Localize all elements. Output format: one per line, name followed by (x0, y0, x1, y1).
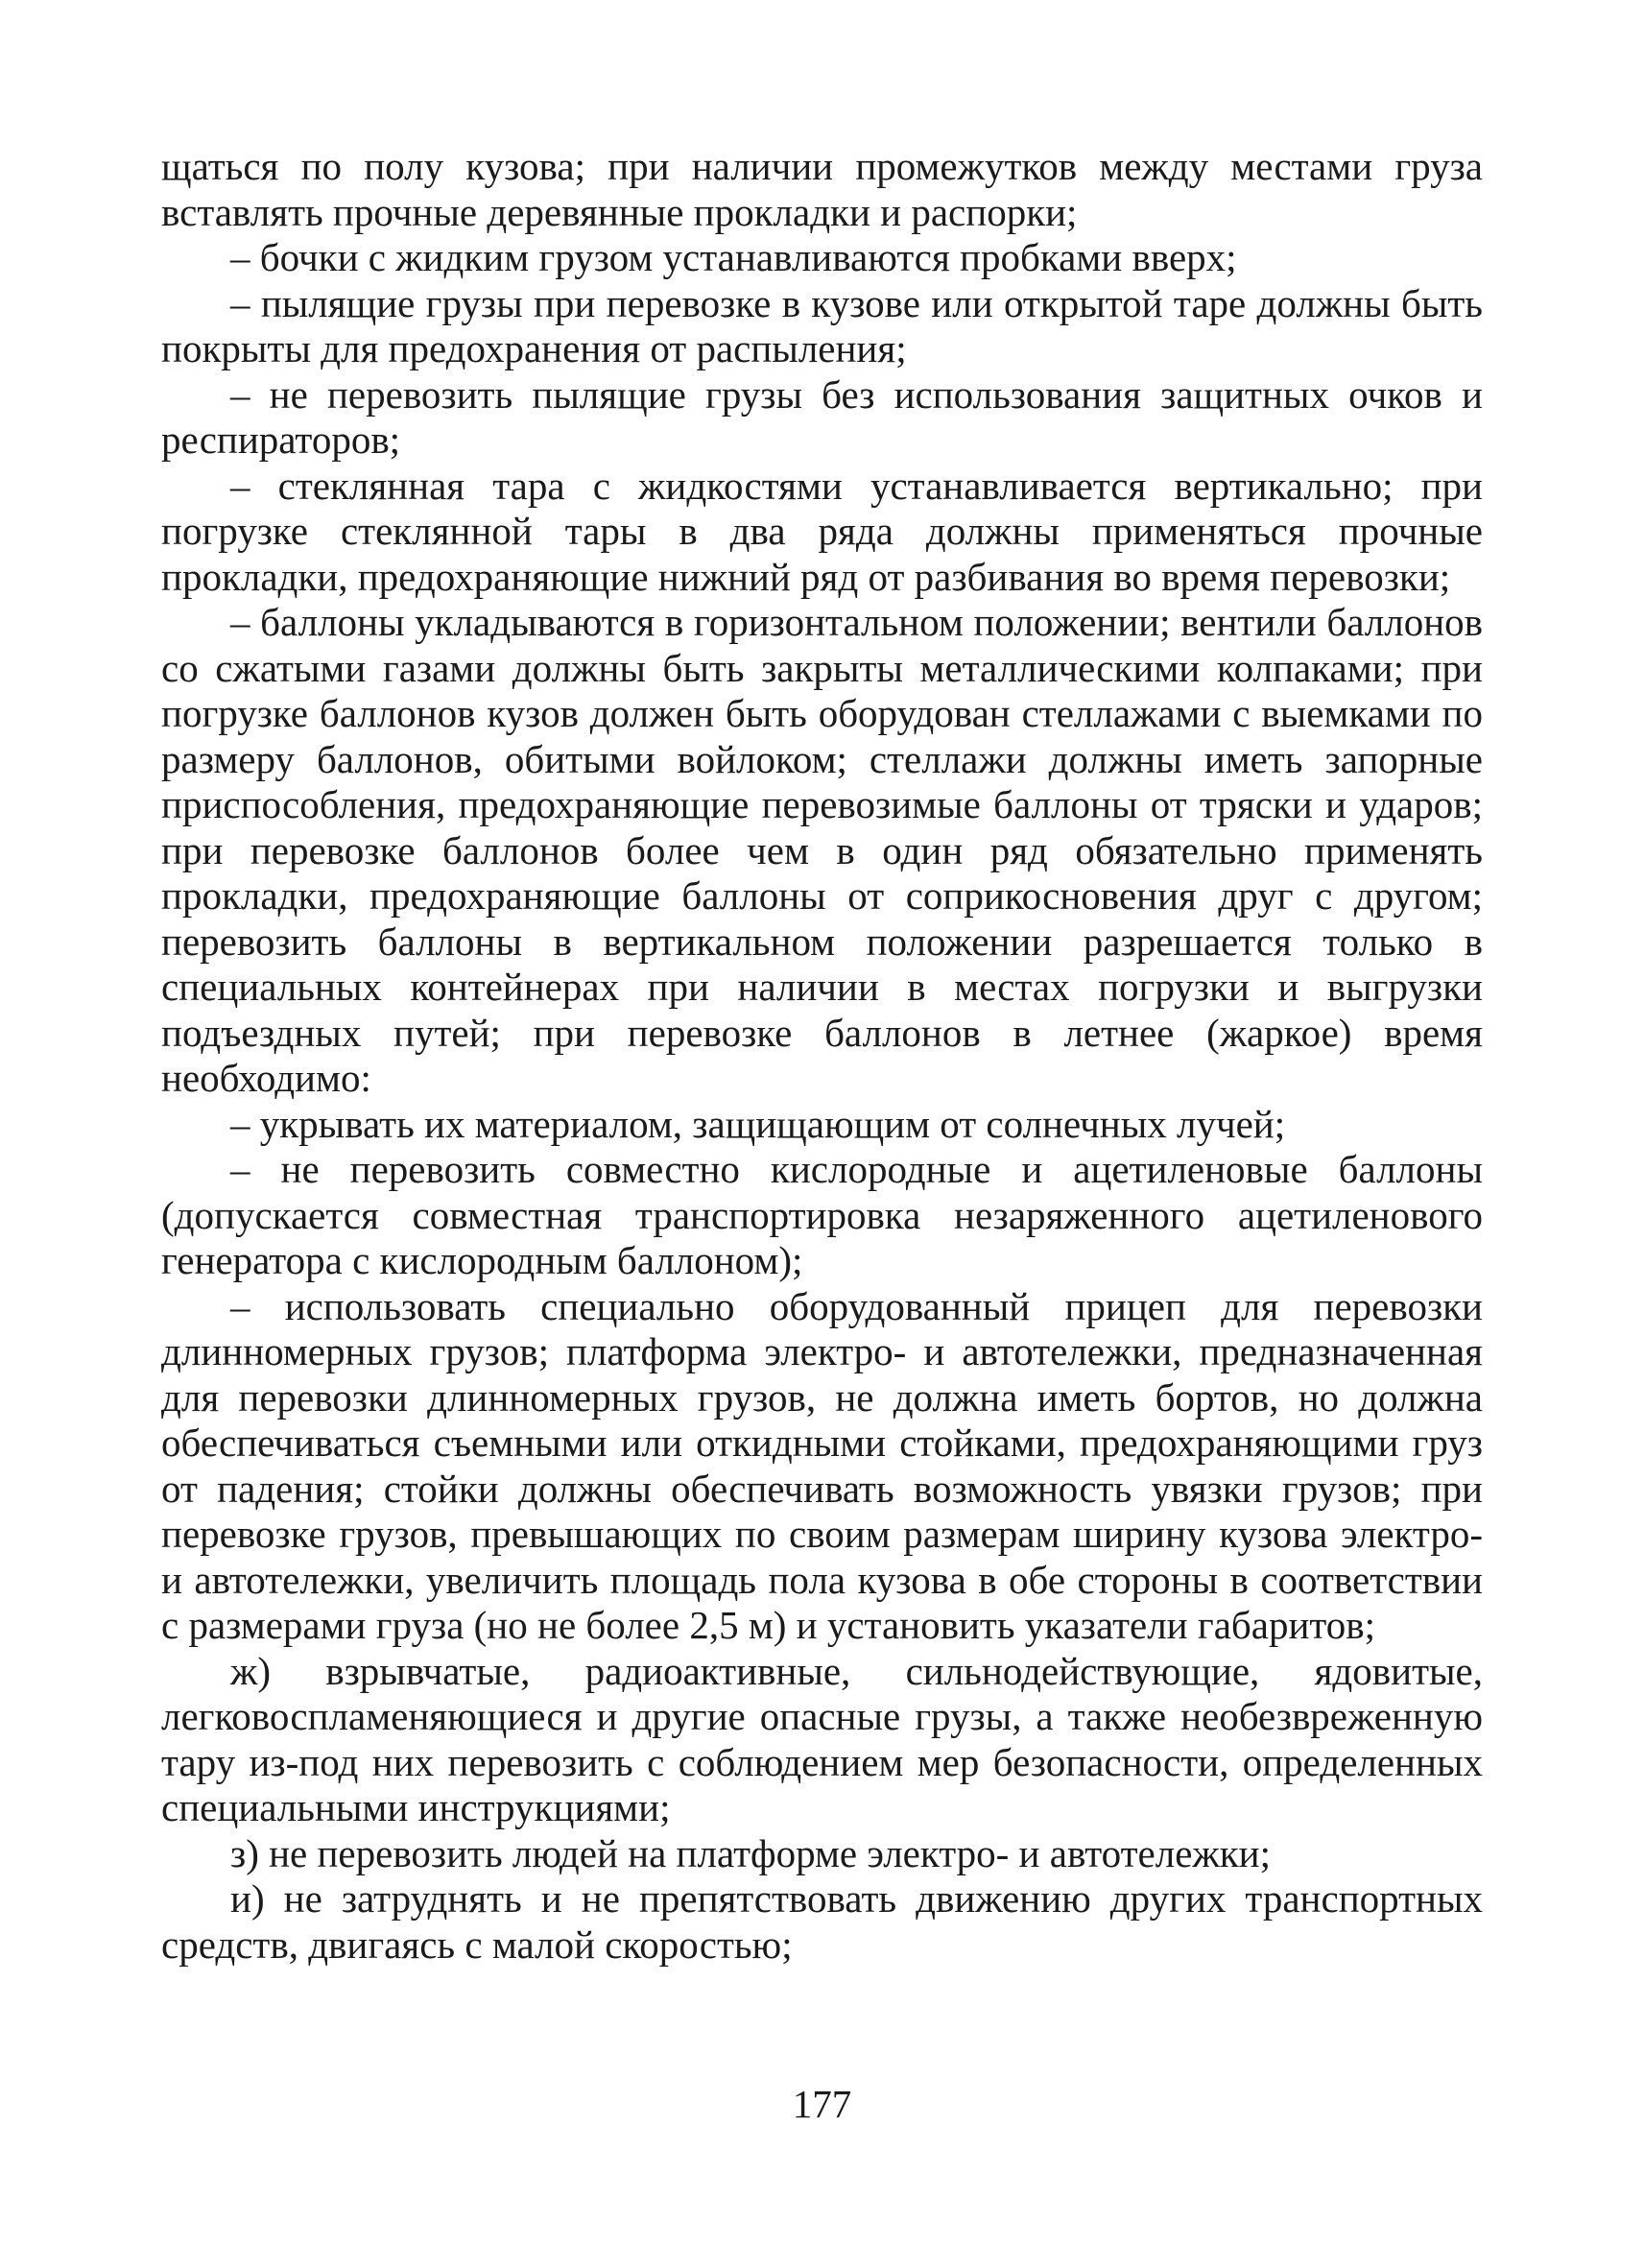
paragraph-gas-cylinders: – баллоны укладываются в горизонтальном положении; вентили баллонов со сжатыми газами должны быть закрыты металлическими колпаками; при погрузке баллонов кузов должен быть оборудован стеллажами с выемками по размеру баллонов, обитыми войлоком; стеллажи должны иметь запорные приспособления, предохраняющие перевозимые баллоны от тряски и ударов; при перевозке баллонов более чем в один ряд обязательно применять прокладки, предохраняющие баллоны от соприкосновения друг с другом; перевозить баллоны в вертикальном положении разрешается только в специальных контейнерах при наличии в местах погрузки и выгрузки подъездных путей; при перевозке баллонов в летнее (жаркое) время необходимо: (161, 600, 1483, 1100)
paragraph-dusty-cargo-cover: – пылящие грузы при перевозке в кузове или открытой таре должны быть покрыты для предохранения от распыления; (161, 280, 1483, 370)
paragraph-no-passengers: з) не перевозить людей на платформе электро- и автотележки; (230, 1830, 1271, 1875)
paragraph-barrels: – бочки с жидким грузом устанавливаются пробками вверх; (230, 235, 1237, 279)
paragraph-traffic: и) не затруднять и не препятствовать движению других транспортных средств, двигаясь с малой скоростью; (161, 1876, 1483, 1967)
paragraph-oxygen-acetylene: – не перевозить совместно кислородные и ацетиленовые баллоны (допускается совместная транспортировка незаряженного ацетиленового генератора с кислородным баллоном); (161, 1147, 1483, 1282)
paragraph-long-cargo: – использовать специально оборудованный прицеп для перевозки длинномерных грузов; платформа электро- и автотележки, предназначенная для перевозки длинномерных грузов, не должна иметь бортов, но должна обеспечиваться съемными или откидными стойками, предохраняющими груз от падения; стойки должны обеспечивать возможность увязки грузов; при перевозке грузов, превышающих по своим размерам ширину кузова электро- и автотележки, увеличить площадь пола кузова в обе стороны в соответствии с размерами груза (но не более 2,5 м) и установить указатели габаритов; (161, 1283, 1483, 1647)
paragraph-dusty-cargo-protection: – не перевозить пылящие грузы без использования защитных очков и респираторов; (161, 371, 1483, 462)
paragraph-hazardous-cargo: ж) взрывчатые, радиоактивные, сильнодействующие, ядовитые, легковоспламеняющиеся и другие опасные грузы, а также необезвреженную тару из-под них перевозить с соблюдением мер безопасности, определенных специальными инструкциями; (161, 1648, 1483, 1829)
paragraph-continuation: щаться по полу кузова; при наличии промежутков между местами груза вставлять прочные деревянные прокладки и распорки; (161, 144, 1483, 234)
document-body (161, 144, 1483, 1968)
paragraph-sun-cover: – укрывать их материалом, защищающим от солнечных лучей; (230, 1101, 1286, 1146)
paragraph-glass-containers: – стеклянная тара с жидкостями устанавливается вертикально; при погрузке стеклянной тары в два ряда должны применяться прочные прокладки, предохраняющие нижний ряд от разбивания во время перевозки; (161, 463, 1483, 599)
page-number: 177 (792, 2082, 852, 2126)
